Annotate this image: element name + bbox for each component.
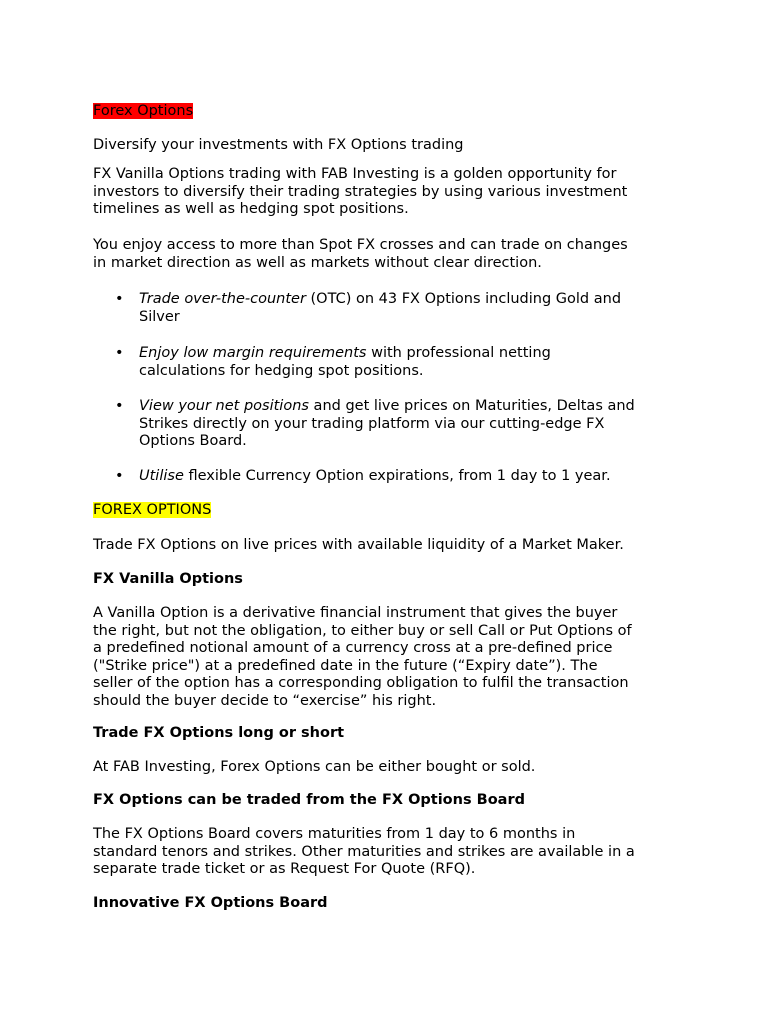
intro-line: investors to diversify their trading strategies by using various investment <box>93 183 628 200</box>
bullet-text: (OTC) on 43 FX Options including Gold and <box>305 291 622 307</box>
board-paragraph <box>93 826 693 879</box>
title-highlight: Forex Options <box>93 103 194 119</box>
bullet-text: flexible Currency Option expirations, from 1 day to 1 year. <box>183 468 611 484</box>
bullet-text: Silver <box>139 308 180 325</box>
board-line: separate trade ticket or as Request For Quote (RFQ). <box>93 861 476 877</box>
vanilla-line: should the buyer decide to “exercise” his right. <box>93 692 437 709</box>
document-title <box>93 103 693 121</box>
bullet-text: Options Board. <box>139 433 247 449</box>
vanilla-line: ("Strike price") at a predefined date in the future (“Expiry date”). The <box>93 657 598 674</box>
heading-long-short: Trade FX Options long or short <box>93 725 345 741</box>
intro-paragraph <box>93 166 693 219</box>
access-line: in market direction as well as markets without clear direction. <box>93 254 542 271</box>
subtitle: Diversify your investments with FX Options trading <box>93 137 464 153</box>
bullet-text: with professional netting <box>366 345 551 361</box>
bullet-text: and get live prices on Maturities, Deltas and <box>308 398 635 414</box>
long-short-paragraph: At FAB Investing, Forex Options can be either bought or sold. <box>93 759 536 775</box>
bullet-icon: • <box>115 291 124 307</box>
vanilla-line: seller of the option has a corresponding obligation to fulfil the transaction <box>93 675 629 691</box>
bullet-lead: Trade over-the-counter <box>139 291 306 307</box>
bullet-text: Strikes directly on your trading platform via our cutting-edge FX <box>139 415 605 432</box>
bullet-lead: View your net positions <box>139 398 309 414</box>
intro-line: timelines as well as hedging spot positions. <box>93 201 409 217</box>
access-paragraph <box>93 237 693 272</box>
bullet-icon: • <box>115 468 124 484</box>
access-line: You enjoy access to more than Spot FX crosses and can trade on changes <box>93 237 628 253</box>
bullet-icon: • <box>115 398 124 414</box>
vanilla-line: a predefined notional amount of a currency cross at a pre-defined price <box>93 640 613 656</box>
board-line: standard tenors and strikes. Other maturities and strikes are available in a <box>93 843 635 860</box>
bullet-text: calculations for hedging spot positions. <box>139 362 424 379</box>
vanilla-paragraph <box>93 605 693 710</box>
vanilla-line: A Vanilla Option is a derivative financial instrument that gives the buyer <box>93 605 618 621</box>
vanilla-line: the right, but not the obligation, to either buy or sell Call or Put Options of <box>93 622 632 639</box>
bullet-lead: Enjoy low margin requirements <box>139 345 367 361</box>
board-line: The FX Options Board covers maturities from 1 day to 6 months in <box>93 826 576 842</box>
section-highlight: FOREX OPTIONS <box>93 502 212 518</box>
live-prices-paragraph: Trade FX Options on live prices with available liquidity of a Market Maker. <box>93 537 624 553</box>
bullet-lead: Utilise <box>139 468 184 484</box>
heading-vanilla-options: FX Vanilla Options <box>93 571 243 587</box>
intro-line: FX Vanilla Options trading with FAB Investing is a golden opportunity for <box>93 166 617 182</box>
bullet-icon: • <box>115 345 124 361</box>
heading-innovative-board: Innovative FX Options Board <box>93 895 328 911</box>
section-title <box>93 502 693 520</box>
heading-options-board: FX Options can be traded from the FX Options Board <box>93 792 525 808</box>
